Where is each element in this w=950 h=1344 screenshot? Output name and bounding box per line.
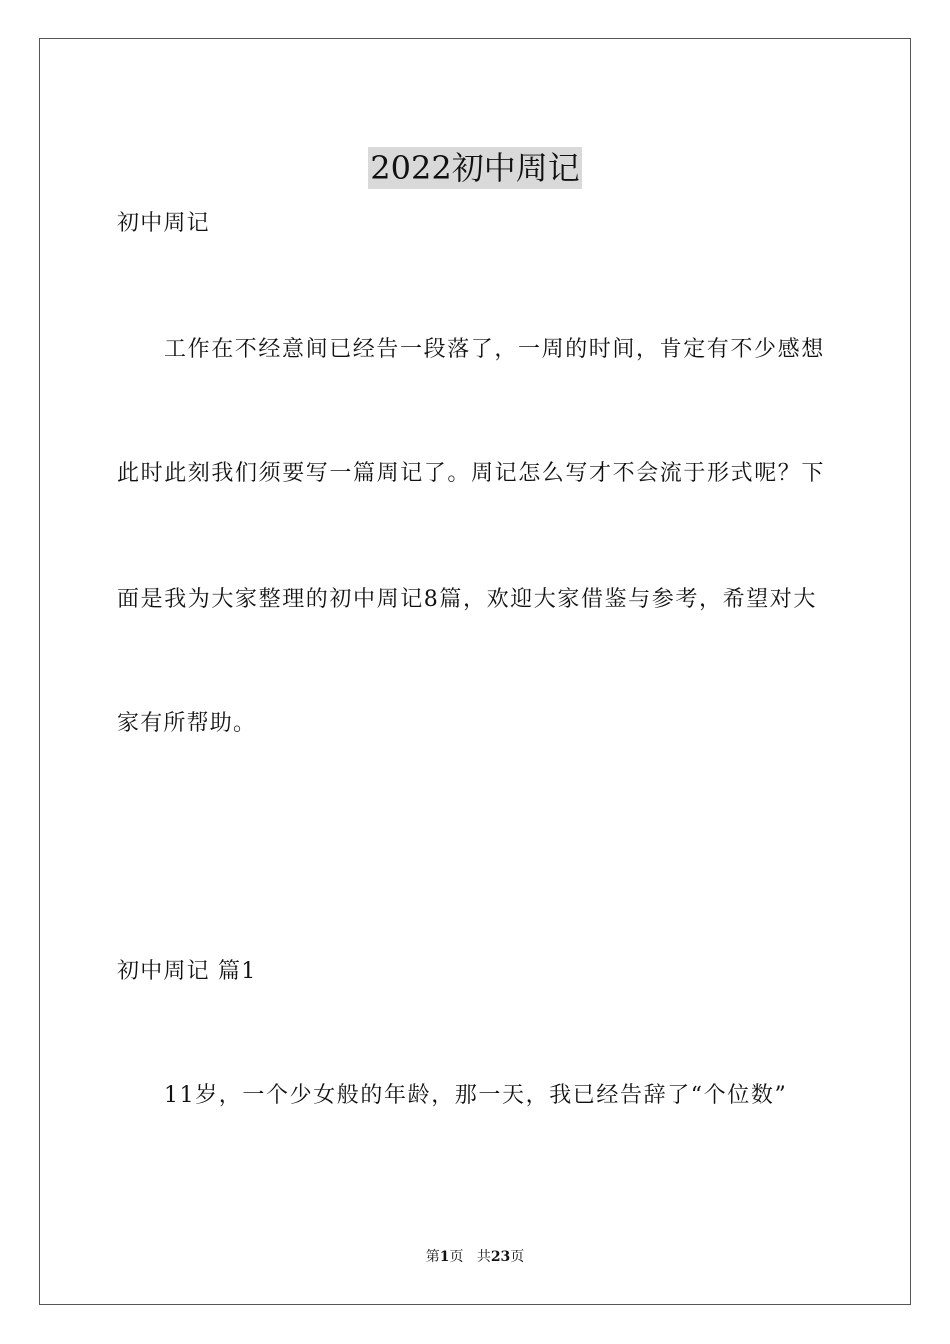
intro-heading: 初中周记 <box>117 211 210 236</box>
footer-page-prefix: 第 <box>425 1249 440 1265</box>
footer-total-pages: 23 <box>490 1249 511 1265</box>
section-heading: 初中周记 篇1 <box>117 959 257 984</box>
title-wrap <box>0 126 950 211</box>
document-title: 2022初中周记 <box>370 149 580 188</box>
footer-total-prefix: 共 <box>476 1249 491 1265</box>
section-line-1: 11岁，一个少女般的年龄，那一天，我已经告辞了“个位数” <box>164 1083 788 1108</box>
footer-total-suffix: 页 <box>510 1249 525 1265</box>
intro-line-2: 此时此刻我们须要写一篇周记了。周记怎么写才不会流于形式呢？下 <box>117 461 826 486</box>
intro-line-4: 家有所帮助。 <box>117 711 257 736</box>
footer-page-number: 1 <box>439 1249 450 1265</box>
page-footer <box>0 1247 950 1267</box>
intro-line-3: 面是我为大家整理的初中周记8篇，欢迎大家借鉴与参考，希望对大 <box>117 587 817 612</box>
intro-line-1: 工作在不经意间已经告一段落了，一周的时间，肯定有不少感想 <box>164 337 825 362</box>
footer-page-suffix: 页 <box>449 1249 464 1265</box>
